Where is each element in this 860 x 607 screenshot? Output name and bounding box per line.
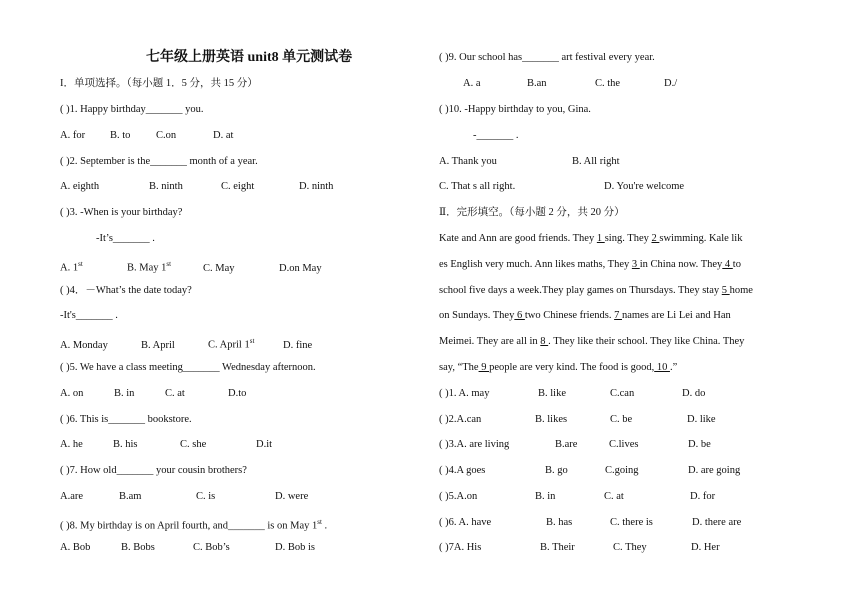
passage-line-5: Meimei. They are all in 8 . They like their school. They like China. They [439,336,745,347]
option-a: A.are [60,491,84,502]
option-c: C. eight [221,181,255,192]
question-5-options [60,387,246,400]
question-5-stem: ( )5. We have a class meeting_______ Wednesday afternoon. [60,362,316,373]
question-8-options [60,541,315,554]
option-d: D. ninth [299,181,334,192]
cloze-question-5: ( )5.A.on B. in C. at D. for [439,491,716,502]
option-c: C.on [156,130,177,141]
option-d: D.it [256,439,273,450]
option-a: A. on [60,388,84,399]
question-6-options [60,438,272,451]
option-d: D. were [275,491,309,502]
question-7-options [60,490,308,503]
option-a: A. 1st [60,260,83,274]
question-1-options [60,129,233,142]
option-a: A. Thank you [439,156,497,167]
question-10-stem: ( )10. -Happy birthday to you, Gina. [439,104,591,115]
question-6-stem: ( )6. This is_______ bookstore. [60,414,192,425]
option-b: B.am [119,491,142,502]
passage-line-1: Kate and Ann are good friends. They 1 sing. They 2 swimming. Kale lik [439,233,743,244]
question-4-stem: ( )4．－What’s the date today? [60,285,192,296]
option-b: B. All right [572,156,620,167]
blank-10: 10 [654,362,670,373]
question-9-stem: ( )9. Our school has_______ art festival every year. [439,52,655,63]
option-d: D. at [213,130,234,141]
question-2-options [60,180,333,193]
blank-7: 7 [614,310,622,321]
question-9-options [463,77,677,90]
cloze-question-3: ( )3.A. are living B.are C.lives D. be [439,439,711,450]
option-d: D. You're welcome [604,181,685,192]
option-d: D./ [664,78,678,89]
passage-line-6: say, “The 9 people are very kind. The food is good, 10 .” [439,362,678,373]
option-b: B. Bobs [121,542,155,553]
option-a: A. Monday [60,339,108,351]
option-d: D. Bob is [275,542,315,553]
option-c: C. That s all right. [439,181,516,192]
option-d: D.to [228,388,247,399]
question-2-stem: ( )2. September is the_______ month of a year. [60,156,258,167]
blank-6: 6 [514,310,525,321]
blank-4: 4 [722,259,733,270]
option-b: B. ninth [149,181,183,192]
question-1-stem: ( )1. Happy birthday_______ you. [60,104,204,115]
cloze-question-6: ( )6. A. have B. has C. there is D. there are [439,517,742,528]
blank-2: 2 [651,233,660,244]
cloze-question-4: ( )4.A goes B. go C.going D. are going [439,465,741,476]
option-c: C. May [203,262,235,274]
option-a: A. for [60,130,86,141]
passage-line-3: school five days a week.They play games on Thursdays. They stay 5 home [439,285,753,296]
option-b: B. to [110,130,131,141]
blank-9: 9 [478,362,490,373]
section1-heading: I．单项选择。（每小题 1．5 分，共 15 分） [60,78,258,89]
option-b: B. his [113,439,138,450]
passage-line-4: on Sundays. They 6 two Chinese friends. 7 names are Li Lei and Han [439,310,731,321]
section2-heading: Ⅱ．完形填空。（每小题 2 分，共 20 分） [439,207,625,218]
option-b: B.an [527,78,547,89]
option-a: A. eighth [60,181,100,192]
option-c: C. is [196,491,216,502]
option-b: B. April [141,339,175,351]
blank-5: 5 [721,285,730,296]
page-title: 七年级上册英语 unit8 单元测试卷 [146,50,353,65]
option-a: A. Bob [60,542,91,553]
question-3-stem: ( )3. -When is your birthday? [60,207,183,218]
passage-line-2: es English very much. Ann likes maths, They 3 in China now. They 4 to [439,259,741,270]
blank-3: 3 [631,259,640,270]
cloze-question-7: ( )7A. His B. Their C. They D. Her [439,542,720,553]
blank-1: 1 [596,233,605,244]
option-c: C. she [180,439,207,450]
option-d: D. fine [283,339,313,351]
option-a: A. he [60,439,83,450]
option-a: A. a [463,78,481,89]
option-c: C. at [165,388,185,399]
question-10-options-row2 [439,180,684,193]
option-d: D.on May [279,262,322,274]
question-3-options [60,258,322,275]
blank-8: 8 [540,336,549,347]
cloze-question-1: ( )1. A. may B. like C.can D. do [439,388,706,399]
question-4-options [60,335,312,352]
option-c: C. the [595,78,621,89]
option-b: B. in [114,388,135,399]
question-10-options-row1 [439,155,620,168]
question-4-answer-line: -It's_______ . [60,310,118,321]
option-c: C. April 1st [208,337,255,351]
question-7-stem: ( )7. How old_______ your cousin brothers? [60,465,247,476]
cloze-question-2: ( )2.A.can B. likes C. be D. like [439,414,716,425]
question-3-answer-line: -It’s_______ . [96,233,155,244]
question-10-answer-line: -_______ . [473,130,519,141]
question-8-stem: ( )8. My birthday is on April fourth, and_______ is on May 1st . [60,518,328,532]
option-c: C. Bob’s [193,542,230,553]
option-b: B. May 1st [127,260,172,274]
